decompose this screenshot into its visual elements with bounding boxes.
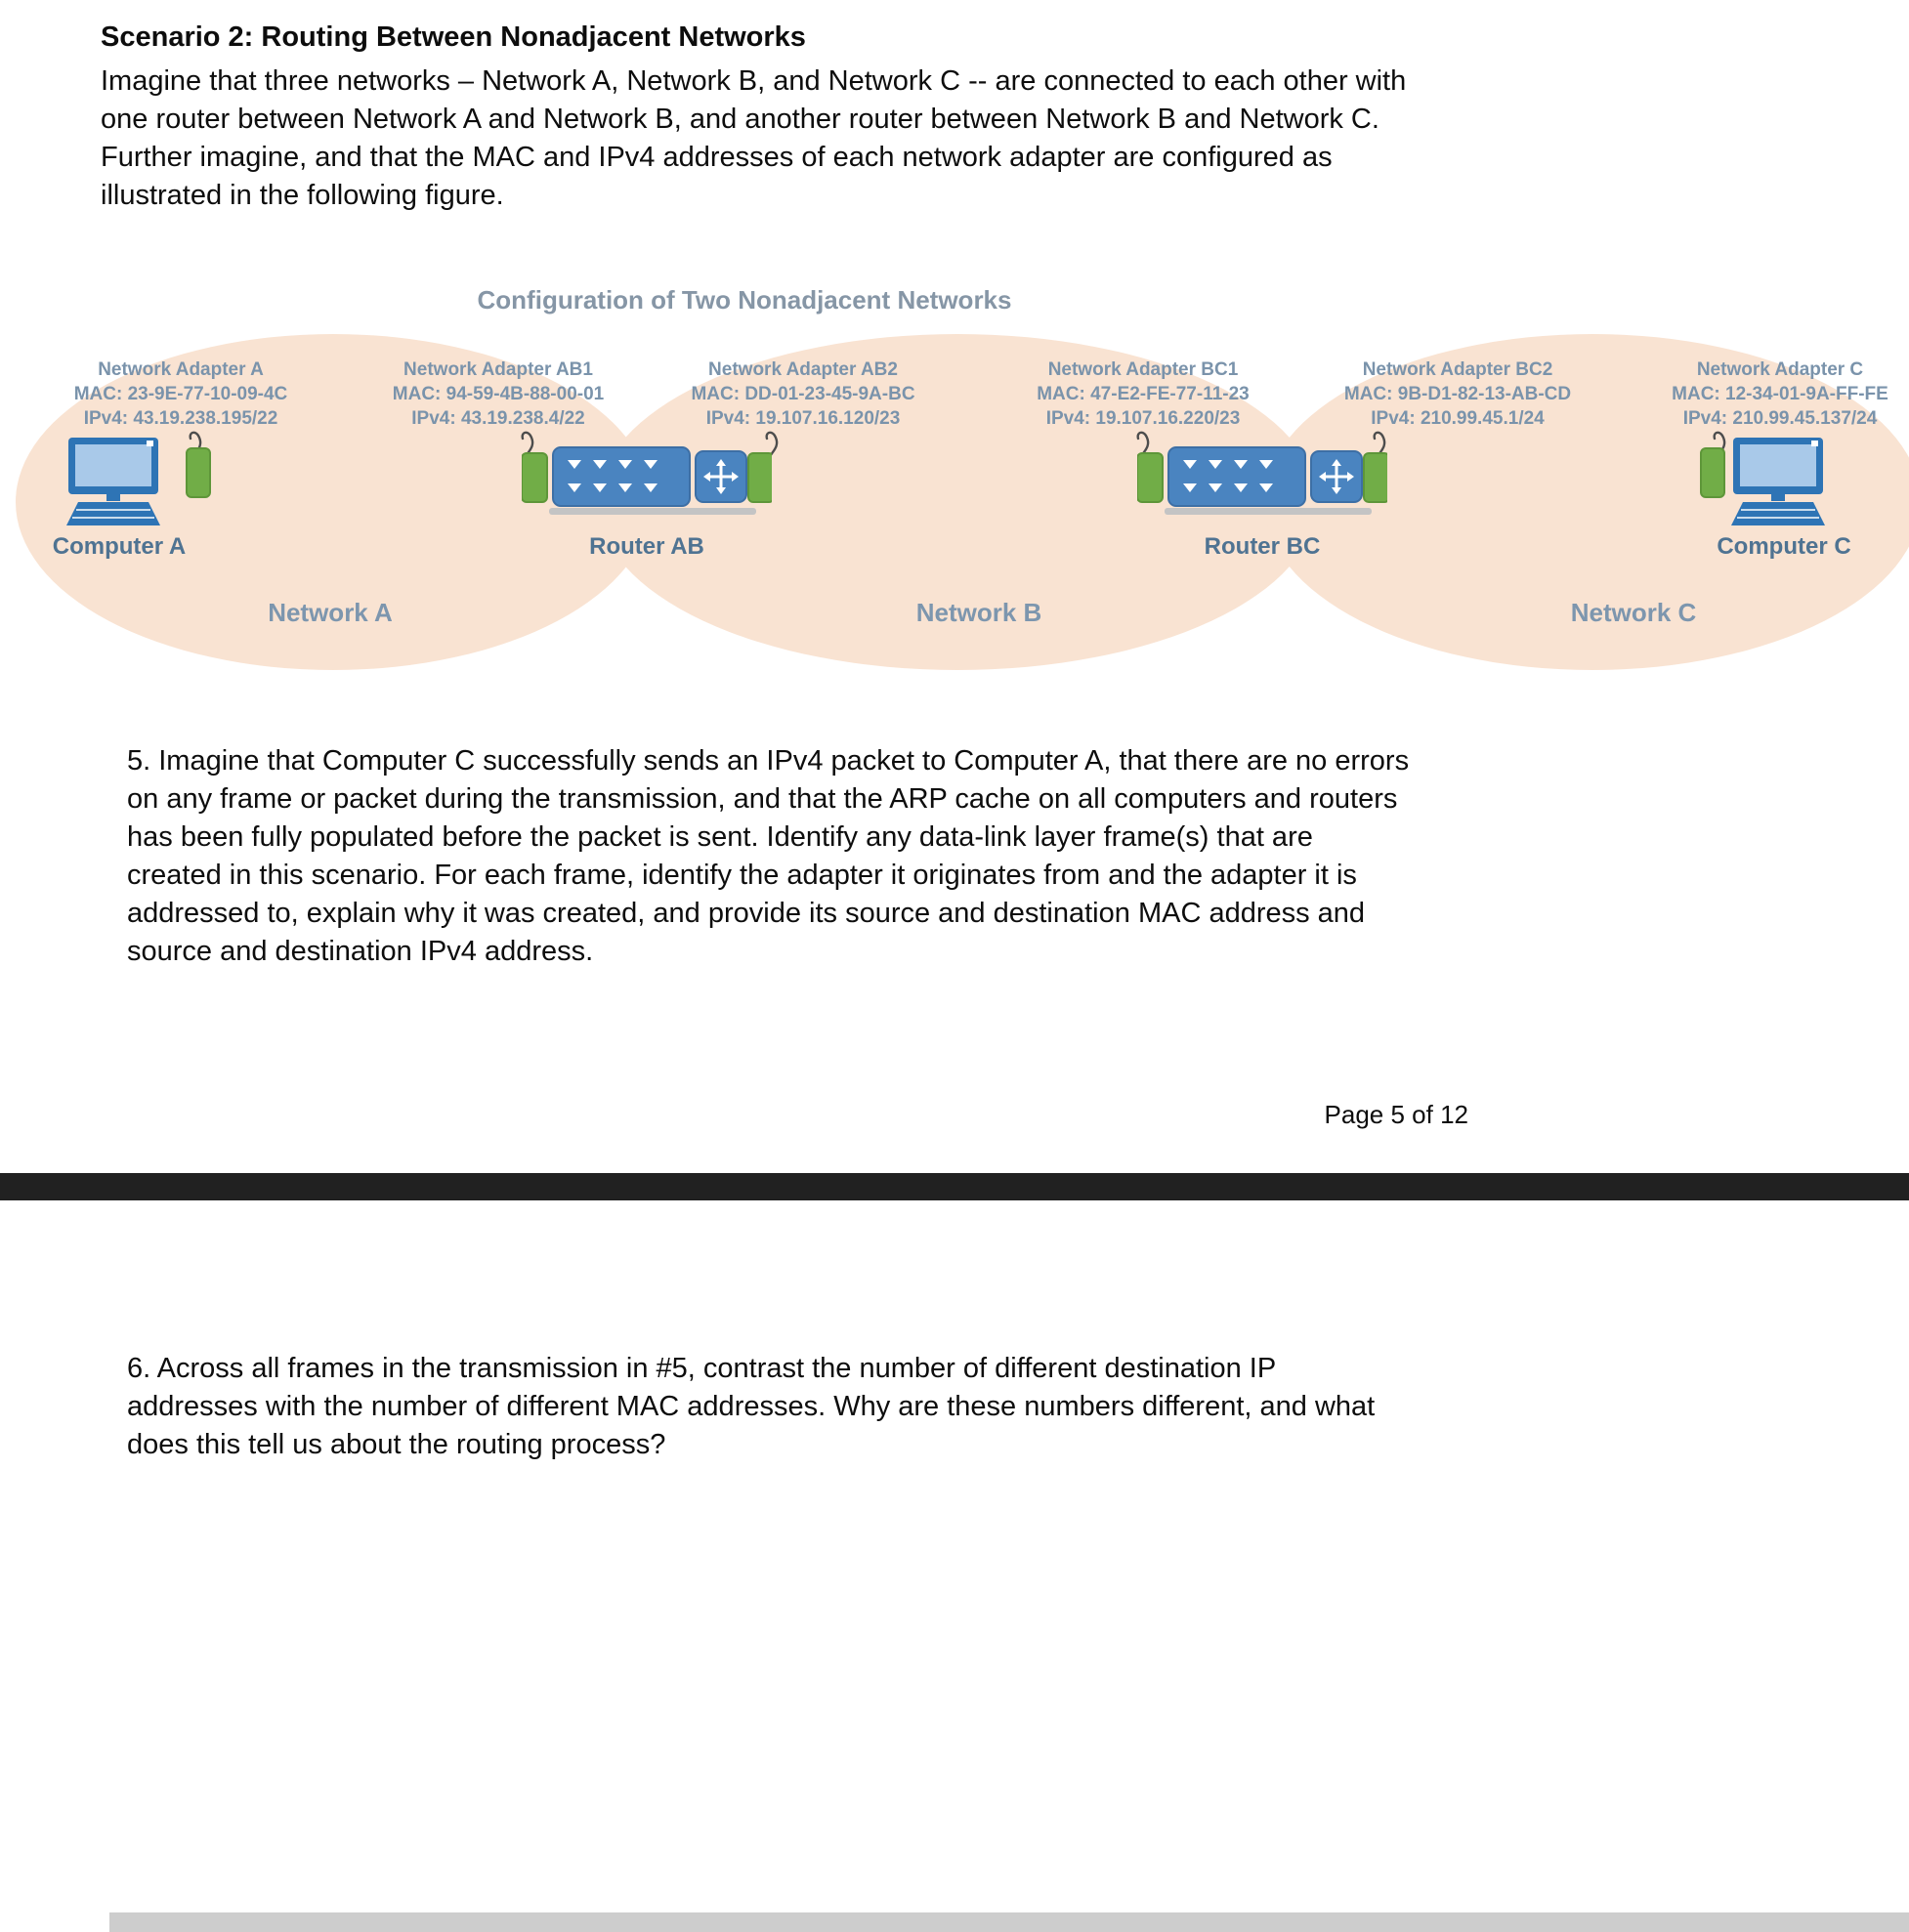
page-number: Page 5 of 12 — [1324, 1100, 1468, 1129]
adapter-mac: MAC: 23-9E-77-10-09-4C — [73, 384, 288, 404]
adapter-label-a — [39, 357, 322, 431]
scenario-intro-paragraph: Imagine that three networks – Network A, Network B, and Network C -- are connected to each other with one router between Network A and Network B, and another router between Network B and Network C. Further imagine, and that the MAC and IPv4 addresses of each network adapter are configured as illustrated in the following figure. — [101, 65, 1407, 211]
question-6-paragraph: 6. Across all frames in the transmission in #5, contrast the number of different destination IP addresses with the number of different MAC addresses. Why are these numbers different, and what does this tell us about the routing process? — [127, 1353, 1376, 1460]
figure-title: Configuration of Two Nonadjacent Networks — [477, 285, 1012, 315]
computer-a-label: Computer A — [52, 533, 187, 560]
adapter-name: Network Adapter C — [1696, 359, 1864, 380]
adapter-label-ab1 — [357, 357, 640, 431]
router-bc-label: Router BC — [1204, 533, 1321, 560]
adapter-ip: IPv4: 210.99.45.1/24 — [1371, 408, 1545, 429]
page-break-bar — [0, 1173, 1909, 1200]
adapter-name: Network Adapter AB2 — [708, 359, 898, 380]
page-edge-bar — [109, 1912, 1909, 1932]
adapter-name: Network Adapter A — [98, 359, 264, 380]
computer-c-label: Computer C — [1717, 533, 1851, 560]
adapter-mac: MAC: 94-59-4B-88-00-01 — [392, 384, 605, 404]
network-a-label: Network A — [268, 598, 393, 627]
adapter-ip: IPv4: 43.19.238.4/22 — [411, 408, 585, 429]
adapter-ip: IPv4: 19.107.16.120/23 — [705, 408, 901, 429]
scenario-title: Scenario 2: Routing Between Nonadjacent Networks — [101, 21, 806, 53]
computer-icon — [1727, 436, 1841, 529]
adapter-name: Network Adapter AB1 — [403, 359, 593, 380]
adapter-ip: IPv4: 19.107.16.220/23 — [1045, 408, 1241, 429]
network-c-label: Network C — [1570, 598, 1697, 627]
adapter-label-ab2 — [661, 357, 945, 431]
adapter-mac: MAC: 9B-D1-82-13-AB-CD — [1343, 384, 1572, 404]
network-adapter-a-icon — [186, 447, 211, 498]
adapter-ip: IPv4: 210.99.45.137/24 — [1682, 408, 1878, 429]
question-5-paragraph: 5. Imagine that Computer C successfully sends an IPv4 packet to Computer A, that there are no errors on any frame or packet during the transmission, and that the ARP cache on all computers and routers has been fully populated before the packet is sent. Identify any data-link layer frame(s) that are created in this scenario. For each frame, identify the adapter it originates from and the adapter it is addressed to, explain why it was created, and provide its source and destination MAC address and source and destination IPv4 address. — [127, 745, 1410, 967]
router-bc-icon — [1137, 440, 1387, 522]
adapter-mac: MAC: 47-E2-FE-77-11-23 — [1037, 384, 1250, 404]
network-adapter-c-icon — [1700, 447, 1725, 498]
adapter-name: Network Adapter BC1 — [1047, 359, 1239, 380]
adapter-label-c — [1638, 357, 1909, 431]
network-configuration-figure — [0, 273, 1909, 684]
adapter-name: Network Adapter BC2 — [1362, 359, 1553, 380]
router-ab-icon — [522, 440, 772, 522]
adapter-label-bc1 — [1001, 357, 1285, 431]
computer-icon — [63, 436, 176, 529]
adapter-mac: MAC: 12-34-01-9A-FF-FE — [1672, 384, 1888, 404]
network-b-label: Network B — [915, 598, 1042, 627]
adapter-ip: IPv4: 43.19.238.195/22 — [83, 408, 278, 429]
adapter-mac: MAC: DD-01-23-45-9A-BC — [691, 384, 915, 404]
router-ab-label: Router AB — [589, 533, 704, 560]
adapter-label-bc2 — [1316, 357, 1599, 431]
